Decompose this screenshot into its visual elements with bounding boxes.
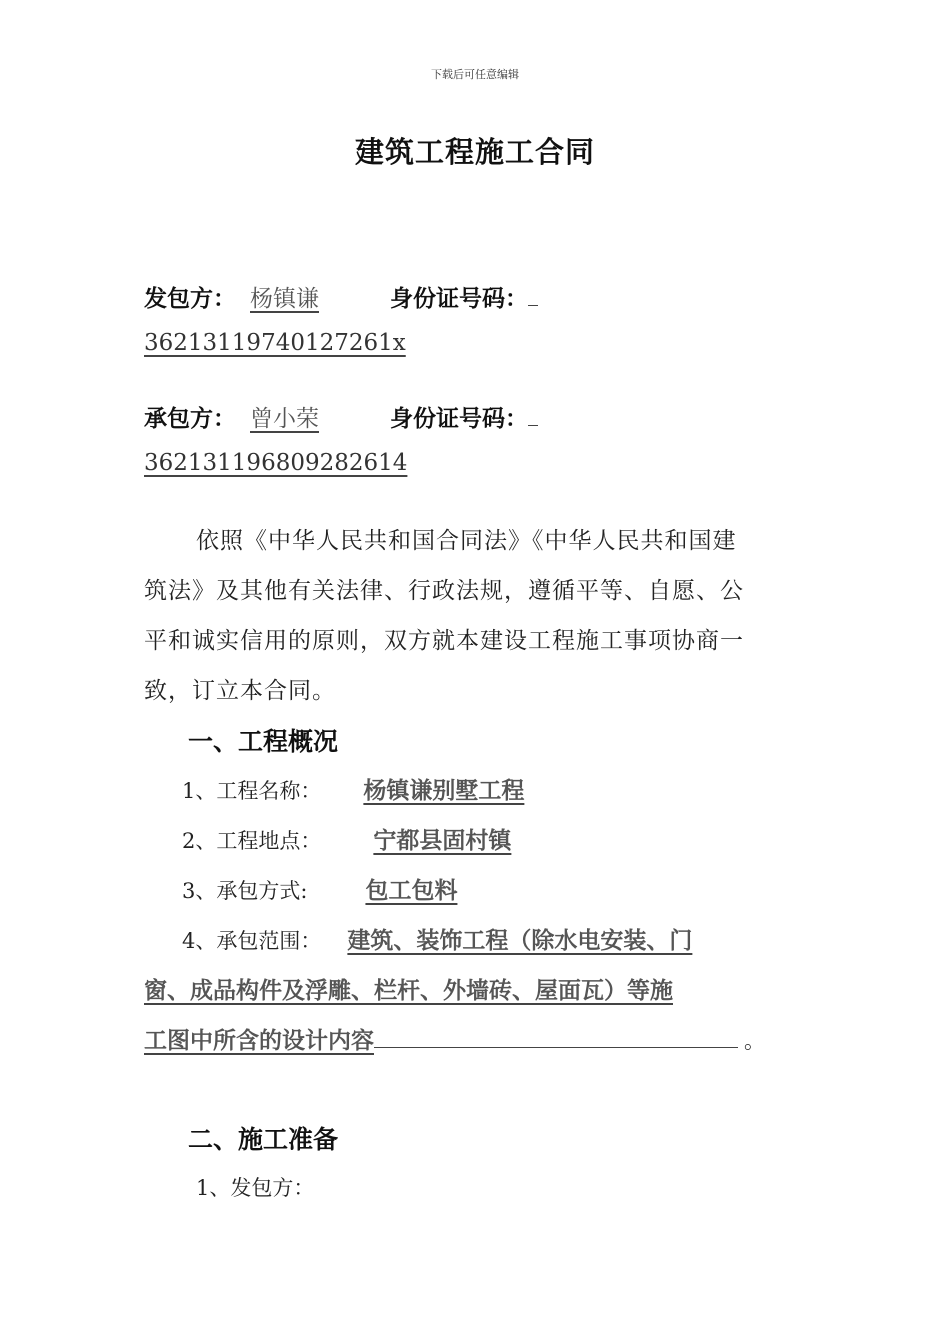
intro-line-2: 筑法》及其他有关法律、行政法规，遵循平等、自愿、公 (144, 578, 744, 604)
intro-line-3: 平和诚实信用的原则，双方就本建设工程施工事项协商一 (144, 628, 744, 654)
document-title: 建筑工程施工合同 (354, 135, 595, 169)
contract-method-value: 包工包料 (365, 877, 458, 904)
project-name-label: 1、工程名称： (182, 779, 322, 803)
party-a-label: 发包方： (144, 285, 236, 312)
contract-scope-line-3 (144, 1022, 765, 1055)
party-a-id-number: 36213119740127261x (144, 330, 406, 356)
section-2-heading: 二、施工准备 (188, 1125, 339, 1154)
section-1-heading: 一、工程概况 (188, 727, 339, 756)
contract-scope-end: 。 (744, 1029, 765, 1053)
contract-method-label: 3、承包方式: (182, 879, 308, 903)
party-b-id-line (390, 400, 538, 433)
party-a-id-line (390, 280, 538, 313)
party-a-id-number-line (144, 330, 420, 356)
contract-scope-blank (374, 1025, 738, 1048)
section-2-item-1: 1、发包方： (196, 1176, 315, 1200)
party-b-id-label: 身份证号码： (390, 405, 528, 432)
party-a-line (144, 280, 327, 313)
contract-scope-line-2 (144, 972, 673, 1005)
header-note: 下载后可任意编辑 (431, 68, 519, 81)
party-a-id-label: 身份证号码： (390, 285, 528, 312)
contract-scope-value: 建筑、装饰工程（除水电安装、门 (347, 927, 693, 954)
contract-scope-continuation-2: 工图中所含的设计内容 (144, 1027, 374, 1054)
project-location-label: 2、工程地点： (182, 829, 322, 853)
project-name-value: 杨镇谦别墅工程 (363, 777, 525, 804)
section-1-item-1 (182, 772, 524, 805)
section-1-item-4 (182, 922, 692, 955)
contract-scope-continuation-1: 窗、成品构件及浮雕、栏杆、外墙砖、屋面瓦）等施 (144, 977, 673, 1004)
section-1-item-3 (182, 872, 457, 905)
party-a-name: 杨镇谦 (250, 286, 319, 312)
section-1-item-2 (182, 822, 511, 855)
party-b-id-blank (528, 403, 538, 426)
contract-scope-label: 4、承包范围： (182, 929, 322, 953)
project-location-value: 宁都县固村镇 (373, 827, 512, 854)
party-b-id-number-line (144, 450, 407, 476)
intro-line-1: 依照《中华人民共和国合同法》《中华人民共和国建 (196, 528, 737, 554)
party-a-id-blank (528, 283, 538, 306)
party-b-id-number: 362131196809282614 (144, 450, 408, 476)
intro-line-4: 致，订立本合同。 (144, 678, 336, 704)
party-b-line (144, 400, 327, 433)
party-b-label: 承包方： (144, 405, 236, 432)
party-b-name: 曾小荣 (250, 406, 319, 432)
